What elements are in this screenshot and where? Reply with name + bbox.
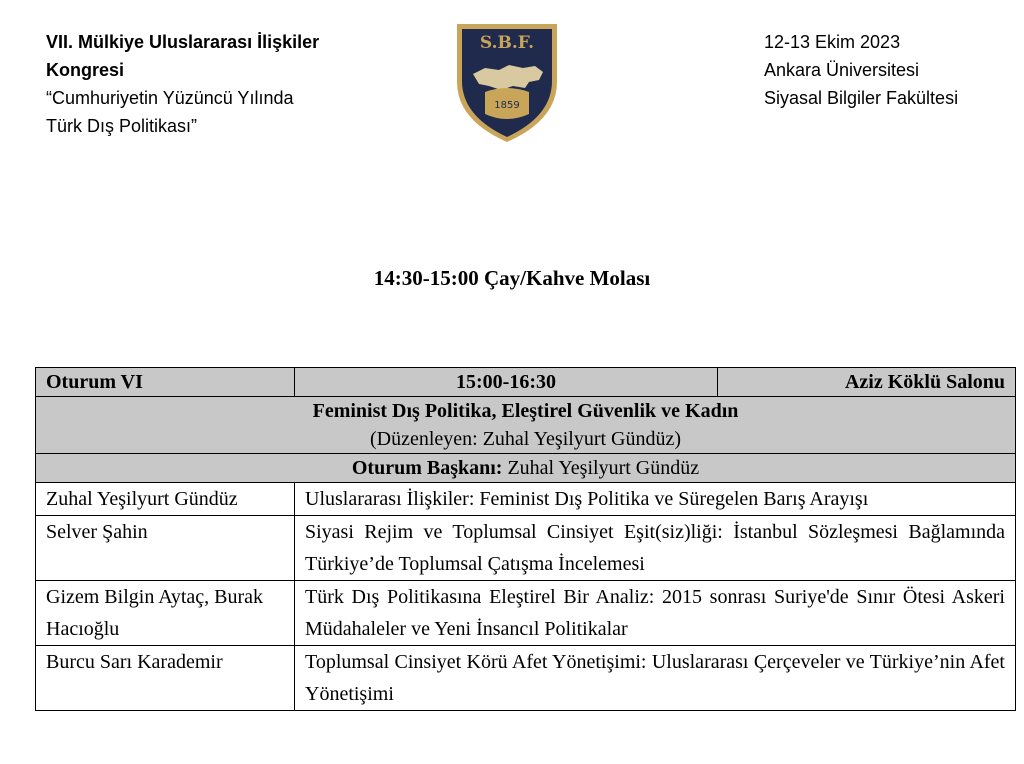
paper-title: Uluslararası İlişkiler: Feminist Dış Politika ve Süregelen Barış Arayışı: [295, 483, 1016, 516]
session-table: [35, 367, 1016, 711]
paper-title: Toplumsal Cinsiyet Körü Afet Yönetişimi: Uluslararası Çerçeveler ve Türkiye’nin Afet Yönetişimi: [295, 646, 1016, 711]
paper-row: [36, 581, 1016, 646]
paper-row: [36, 646, 1016, 711]
event-date: 12-13 Ekim 2023: [764, 32, 901, 52]
session-title-cell: [36, 397, 1016, 454]
chair-name: Zuhal Yeşilyurt Gündüz: [502, 457, 700, 479]
paper-author: Zuhal Yeşilyurt Gündüz: [36, 483, 295, 516]
session-chair-row: [36, 454, 1016, 483]
sbf-logo: [455, 22, 559, 144]
paper-row: [36, 483, 1016, 516]
session-header-row: [36, 368, 1016, 397]
logo-text: S.B.F.: [479, 33, 535, 53]
event-university: Ankara Üniversitesi: [764, 60, 920, 80]
paper-title: Siyasi Rejim ve Toplumsal Cinsiyet Eşit(siz)liği: İstanbul Sözleşmesi Bağlamında Türkiye’de Toplumsal Çatışma İncelemesi: [295, 516, 1016, 581]
session-chair-cell: [36, 454, 1016, 483]
paper-author: Selver Şahin: [36, 516, 295, 581]
event-info: [764, 28, 1014, 112]
chair-label: Oturum Başkanı:: [351, 457, 503, 479]
paper-title: Türk Dış Politikasına Eleştirel Bir Analiz: 2015 sonrası Suriye'de Sınır Ötesi Askeri Müdahaleler ve Yeni İnsancıl Politikalar: [295, 581, 1016, 646]
paper-row: [36, 516, 1016, 581]
paper-author: Gizem Bilgin Aytaç, Burak Hacıoğlu: [36, 581, 295, 646]
session-title: Feminist Dış Politika, Eleştirel Güvenlik ve Kadın: [312, 400, 739, 422]
coffee-break-title: 14:30-15:00 Çay/Kahve Molası: [373, 266, 651, 290]
event-faculty: Siyasal Bilgiler Fakültesi: [764, 88, 959, 108]
congress-theme-line1: “Cumhuriyetin Yüzüncü Yılında: [46, 88, 294, 108]
congress-info: [46, 28, 406, 140]
paper-author: Burcu Sarı Karademir: [36, 646, 295, 711]
session-name: Oturum VI: [36, 368, 295, 397]
congress-name-line1: VII. Mülkiye Uluslararası İlişkiler: [46, 32, 320, 52]
congress-name-line2: Kongresi: [46, 60, 125, 80]
session-time: 15:00-16:30: [295, 368, 718, 397]
session-organizer: (Düzenleyen: Zuhal Yeşilyurt Gündüz): [369, 428, 682, 450]
logo-year: 1859: [494, 100, 520, 111]
session-title-row: [36, 397, 1016, 454]
congress-theme-line2: Türk Dış Politikası”: [46, 116, 198, 136]
session-room: Aziz Köklü Salonu: [718, 368, 1016, 397]
